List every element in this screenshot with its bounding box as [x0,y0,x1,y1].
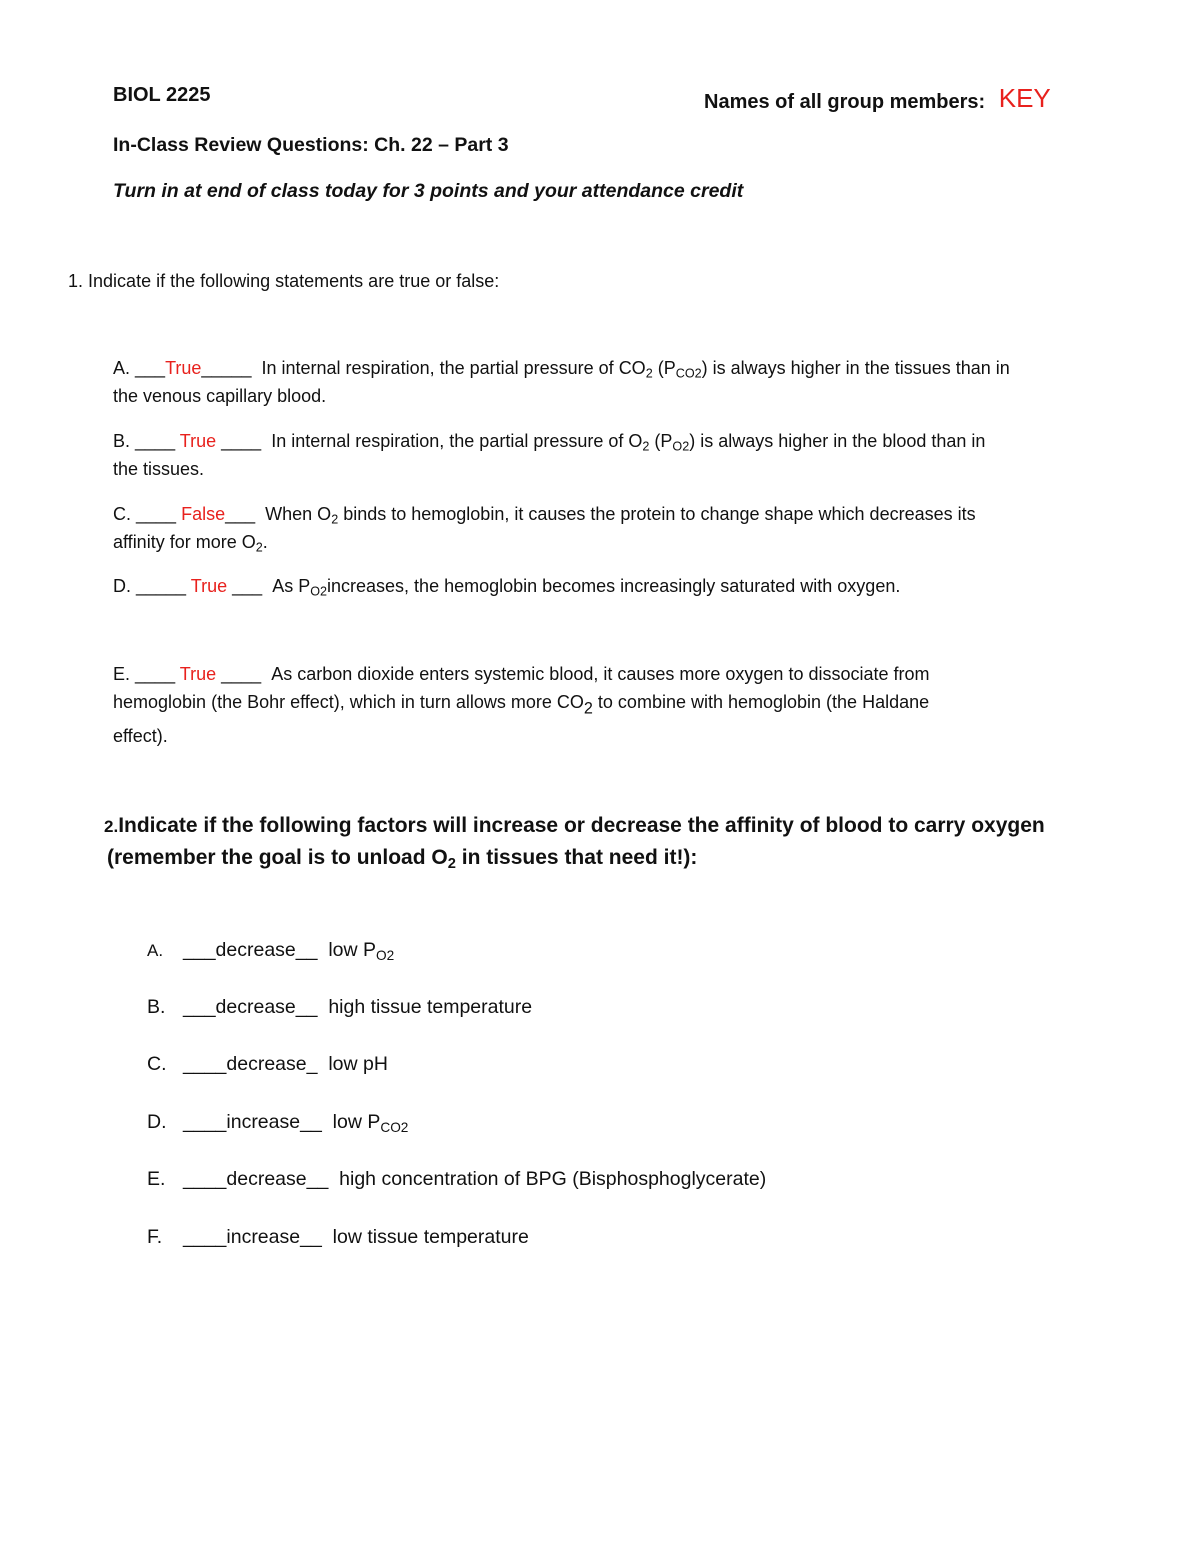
q1-d-answer: True [190,576,228,596]
q1-b-answer: True [179,431,217,451]
q1-e-text: hemoglobin (the Bohr effect), which in turn allows more CO [113,692,584,712]
q1-d-text: increases, the hemoglobin becomes increasingly saturated with oxygen. [327,576,901,596]
q2-a-letter: A. [147,941,164,960]
subscript: 2 [331,512,339,527]
names-label: Names of all group members: [704,91,986,113]
q2-b-text: high tissue temperature [328,996,533,1018]
q1-a-text: In internal respiration, the partial pressure of CO [261,358,646,378]
q1-item-c [113,504,976,525]
q1-item-e [113,664,930,685]
subscript: O2 [310,584,328,599]
answer-blank: ____ [183,1168,227,1190]
q1-d-letter: D. [113,576,131,596]
q2-e-answer: decrease [226,1168,307,1190]
subscript: 2 [583,699,593,718]
subscript: 2 [642,439,650,454]
subscript: O2 [672,439,690,454]
q2-d-answer: increase [226,1111,301,1133]
q1-b-line2: the tissues. [113,459,205,479]
q1-b-letter: B. [113,431,131,451]
q2-item-b [147,996,532,1019]
group-members-label [704,84,1051,115]
subscript: 2 [255,540,263,555]
answer-blank: ____ [183,1226,227,1248]
q2-c-answer: decrease [226,1053,307,1075]
question-2-prompt [104,814,1045,838]
q2-f-answer: increase [226,1226,301,1248]
question-1-prompt [68,271,499,292]
q2-a-answer: decrease [215,939,296,961]
answer-blank: ___ [225,504,256,524]
q2-c-letter: C. [147,1053,167,1075]
course-code: BIOL 2225 [113,84,211,106]
answer-blank: ____ [135,664,176,684]
q1-e-line2 [113,692,930,718]
q1-a-answer: True [165,358,202,378]
q2-item-e [147,1168,766,1191]
answer-blank: ____ [183,1111,227,1133]
q2-e-letter: E. [147,1168,166,1190]
q2-f-text: low tissue temperature [332,1226,529,1248]
q2-a-text: low P [328,939,376,961]
q1-a-letter: A. [113,358,131,378]
answer-blank: __ [300,1111,322,1133]
q1-b-text: In internal respiration, the partial pressure of O [271,431,643,451]
answer-blank: __ [306,1168,329,1190]
subscript: O2 [376,947,395,963]
q1-c-text: binds to hemoglobin, it causes the protein to change shape which decreases its [343,504,976,524]
page-subtitle: In-Class Review Questions: Ch. 22 – Part 3 [113,134,509,156]
question-2-prompt-line2 [107,846,698,873]
answer-blank: _____ [136,576,187,596]
subscript: 2 [645,366,653,381]
answer-blank: __ [295,939,318,961]
q1-e-answer: True [179,664,217,684]
q1-c-answer: False [181,504,226,524]
q1-a-line2: the venous capillary blood. [113,386,327,406]
question-2-number: 2. [104,817,119,836]
q2-b-answer: decrease [215,996,296,1018]
answer-blank: ____ [183,1053,227,1075]
q1-d-text: As P [272,576,311,596]
subscript: CO2 [675,366,702,381]
q1-c-line2 [113,532,268,553]
answer-blank: _ [306,1053,318,1075]
q1-b-text: (P [654,431,673,451]
subscript: CO2 [380,1119,409,1135]
answer-blank: __ [300,1226,322,1248]
q2-item-f [147,1226,529,1249]
question-2-text: Indicate if the following factors will increase or decrease the affinity of blood to carry oxygen [118,814,1045,837]
question-1-text: Indicate if the following statements are true or false: [88,271,500,291]
q1-c-letter: C. [113,504,131,524]
answer-blank: ____ [136,504,177,524]
q1-item-d [113,576,900,597]
q1-c-text: . [262,532,268,552]
answer-blank: ____ [221,664,262,684]
answer-blank: __ [295,996,318,1018]
question-2-text: (remember the goal is to unload O [107,846,448,869]
q2-b-letter: B. [147,996,166,1018]
answer-blank: ___ [232,576,263,596]
q1-c-text: When O [265,504,332,524]
q1-b-text: ) is always higher in the blood than in [689,431,986,451]
question-2-text: in tissues that need it!): [461,846,698,869]
q1-item-b [113,431,985,452]
names-value: KEY [998,83,1051,113]
q1-e-line3: effect). [113,726,168,746]
q2-e-text: high concentration of BPG (Bisphosphoglycerate) [339,1168,767,1190]
q2-f-letter: F. [147,1226,163,1248]
question-1-number: 1. [68,271,84,291]
answer-blank: ___ [135,358,166,378]
q2-item-c [147,1053,388,1076]
q2-c-text: low pH [328,1053,388,1075]
q1-a-text: ) is always higher in the tissues than in [701,358,1010,378]
subscript: 2 [447,856,456,873]
answer-blank: ___ [183,996,216,1018]
q1-e-text: to combine with hemoglobin (the Haldane [597,692,930,712]
answer-blank: _____ [201,358,252,378]
q1-e-text: As carbon dioxide enters systemic blood, it causes more oxygen to dissociate from [271,664,930,684]
q1-e-letter: E. [113,664,131,684]
q1-c-text: affinity for more O [113,532,256,552]
q2-item-a [147,939,394,962]
answer-blank: ___ [183,939,216,961]
q2-d-letter: D. [147,1111,167,1133]
answer-blank: ____ [221,431,262,451]
q1-a-text: (P [657,358,676,378]
instructions: Turn in at end of class today for 3 points and your attendance credit [113,180,744,202]
answer-blank: ____ [135,431,176,451]
q1-item-a [113,358,1010,379]
q2-d-text: low P [332,1111,381,1133]
q2-item-d [147,1111,408,1134]
